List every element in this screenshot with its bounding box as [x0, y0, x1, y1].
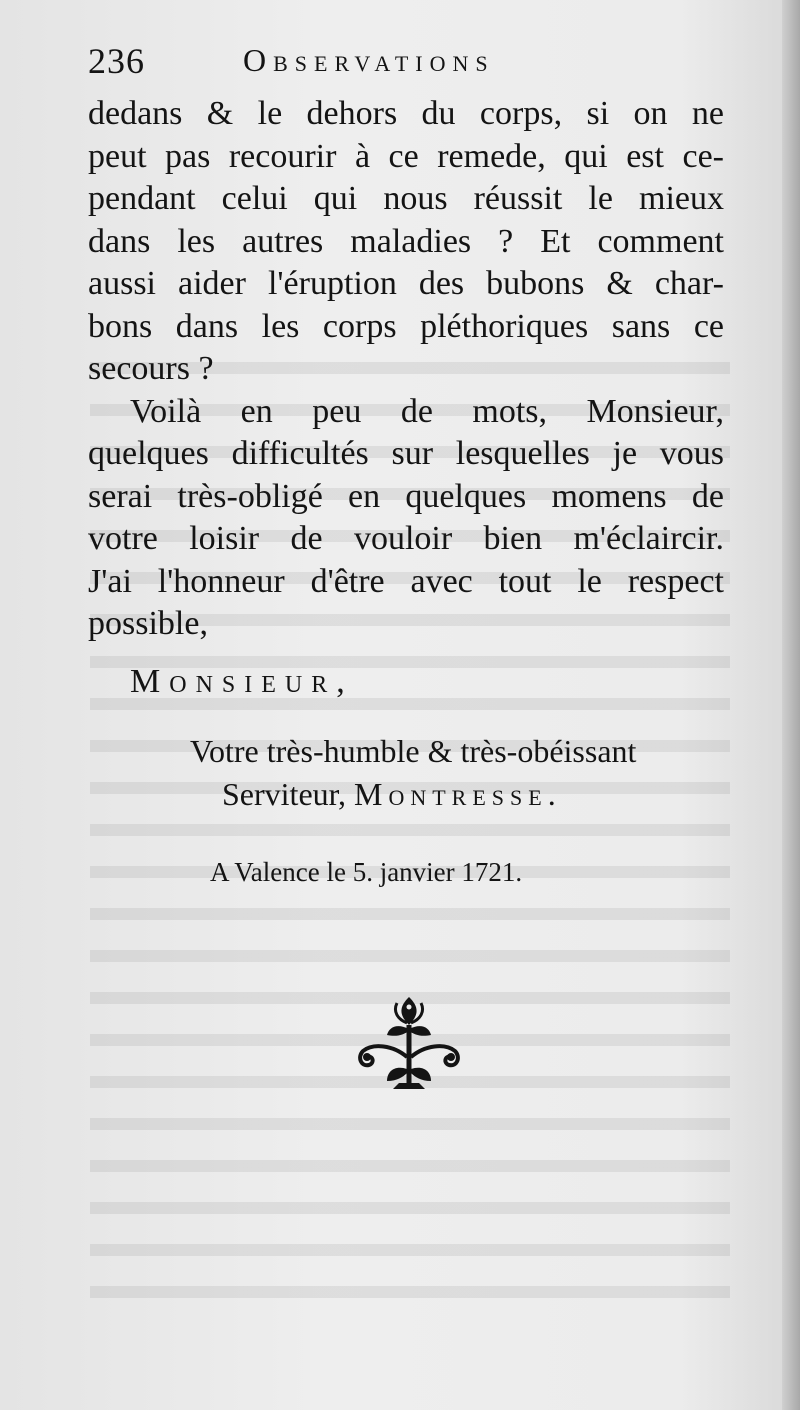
text-line: possible,	[88, 605, 208, 642]
dateline: A Valence le 5. janvier 1721.	[210, 857, 523, 887]
salutation: Monsieur,	[130, 663, 354, 700]
page-edge	[782, 0, 800, 1410]
text-line: quelques difficultés sur lesquelles je vous	[88, 435, 724, 472]
text-line: votre loisir de vouloir bien m'éclaircir.	[88, 520, 724, 557]
text-line: bons dans les corps pléthoriques sans ce	[88, 307, 724, 345]
text-line: J'ai l'honneur d'être avec tout le respect	[88, 562, 724, 600]
signature-name: Montresse.	[354, 776, 562, 812]
text-line: dedans & le dehors du corps, si on ne	[88, 95, 724, 132]
floral-ornament-icon	[353, 995, 465, 1095]
closing-prefix: Serviteur,	[222, 776, 347, 812]
page-number: 236	[88, 41, 145, 81]
text-line: secours ?	[88, 350, 214, 387]
text-line: pendant celui qui nous réussit le mieux	[88, 180, 724, 217]
body-text	[88, 93, 724, 646]
closing-signature-line	[222, 776, 562, 813]
text-line: dans les autres maladies ? Et comment	[88, 222, 724, 260]
text-line: peut pas recourir à ce remede, qui est ce-	[88, 137, 724, 175]
text-line: serai très-obligé en quelques momens de	[88, 477, 724, 515]
text-line: aussi aider l'éruption des bubons & char-	[88, 265, 724, 302]
paragraph-first-line: Voilà en peu de mots, Monsieur,	[130, 392, 724, 430]
closing-line: Votre très-humble & très-obéissant	[190, 733, 637, 769]
running-head: Observations	[243, 42, 495, 78]
page-header	[88, 40, 728, 90]
